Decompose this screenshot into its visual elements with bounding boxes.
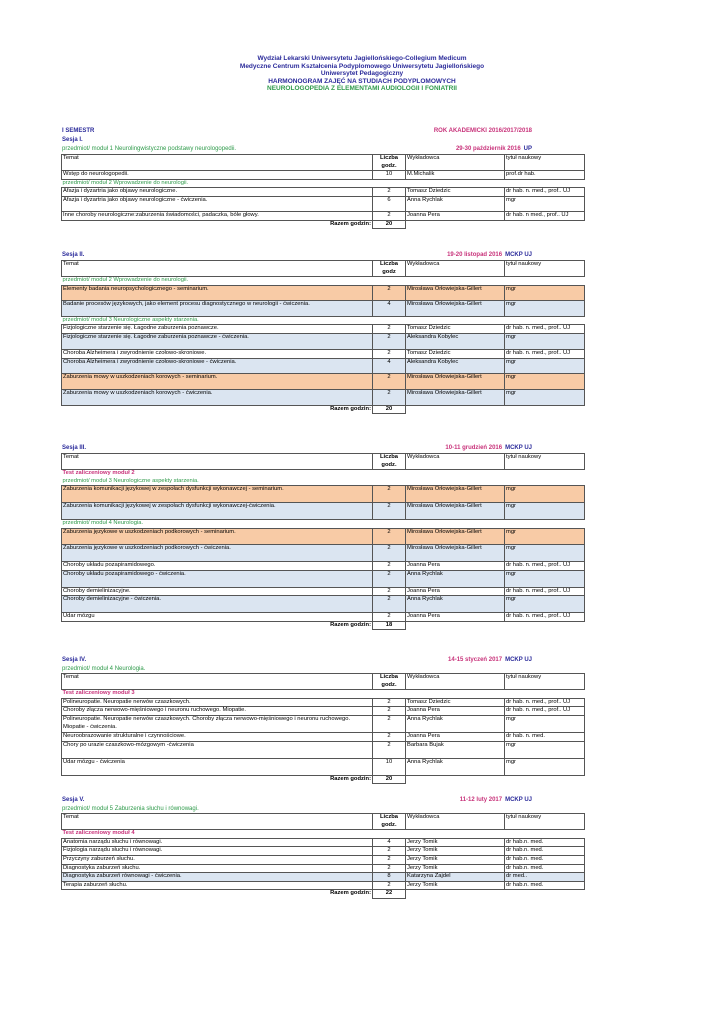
- session-venue: UP: [523, 146, 532, 152]
- table-row: Zaburzenia językowe w uszkodzeniach podkorowych - ćwiczenia. 2 Mirosława Orłowiejska-Gillert mgr: [62, 544, 585, 561]
- table-row: Polineuropatie. Neuropatie nerwów czaszkowych. 2 Tomasz Dziedzic dr hab. n. med., prof.. UJ: [62, 698, 585, 707]
- table-row: Wstęp do neurologopedii. 10 M.Michalik prof.dr hab.: [62, 171, 585, 180]
- table-row: Zaburzenia komunikacji językowej w zespołach dysfunkcji wykonawczej - seminarium. 2 Mirosława Orłowiejska-Gillert mgr: [62, 486, 585, 503]
- table-row: Fizjologiczne starzenie się. Łagodne zaburzenia poznawcze. 2 Tomasz Dziedzic dr hab. n. med., prof.. UJ: [62, 325, 585, 334]
- subject-row: przedmiot/ moduł 2 Wprowadzenie do neurologii.: [62, 179, 189, 186]
- session-date: 14-15 styczeń 2017: [448, 657, 503, 663]
- subject-row: przedmiot/ moduł 2 Wprowadzenie do neurologii.: [62, 277, 189, 284]
- table-row: Afazja i dyzartria jako objawy neurologiczne - ćwiczenia. 6 Anna Rychlak mgr: [62, 196, 585, 211]
- table-row: Choroby układu pozapiramidowego - ćwiczenia. 2 Anna Rychlak mgr: [62, 570, 585, 587]
- session-date: 10-11 grudzień 2016: [445, 445, 503, 451]
- table-row: Badanie procesów językowych, jako element procesu diagnostycznego w neurologii - ćwiczenia. 4 Mirosława Orłowiejska-Gillert mgr: [62, 300, 585, 316]
- session-venue: MCKP UJ: [505, 657, 532, 663]
- subject-row: przedmiot/ moduł 4 Neurologia.: [62, 520, 144, 527]
- table-row: Udar mózgu - ćwiczenia 10 Anna Rychlak mgr: [62, 758, 585, 775]
- session-5-table: [61, 813, 585, 899]
- subject-label: przedmiot/ moduł 4 Neurologia.: [62, 666, 146, 672]
- table-row: Chory po urazie czaszkowo-mózgowym -ćwiczenia 2 Barbara Bujak mgr: [62, 741, 585, 758]
- session-2-table: [61, 260, 585, 414]
- session-4: [61, 656, 584, 784]
- test-row: Test zaliczeniowy moduł 4: [62, 830, 135, 837]
- university-line: Uniwersytet Pedagogiczny: [320, 70, 404, 78]
- col-topic: Temat: [62, 155, 373, 171]
- test-row: Test zaliczeniowy moduł 3: [62, 690, 135, 697]
- subject-label: przedmiot/ moduł 1 Neurolingwistyczne podstawy neurologopedii.: [62, 146, 237, 152]
- session-3-table: [61, 453, 585, 630]
- session-4-table: [61, 673, 585, 784]
- table-row: Zaburzenia mowy w uszkodzeniach korowych - seminarium. 2 Mirosława Orłowiejska-Gillert mgr: [62, 373, 585, 389]
- semester-label: I SEMESTR: [62, 128, 95, 134]
- table-header-row: Temat Liczba godz. Wykładowca tytuł naukowy: [62, 454, 585, 470]
- center-line: Medyczne Centrum Kształcenia Podyplomowego Uniwersytetu Jagiellońskiego: [239, 62, 485, 70]
- table-row: Elementy badania neuropsychologicznego - seminarium. 2 Mirosława Orłowiejska-Gillert mgr: [62, 285, 585, 300]
- document-header: [0, 55, 724, 93]
- session-name: Sesja II.: [62, 252, 85, 258]
- schedule-title: HARMONOGRAM ZAJĘĆ NA STUDIACH PODYPLOMOWYCH: [268, 77, 456, 85]
- session-date: 11-12 luty 2017: [459, 797, 503, 803]
- table-row: Afazja i dyzartria jako objawy neurologiczne. 2 Tomasz Dziedzic dr hab. n. med., prof.. UJ: [62, 188, 585, 197]
- table-row: Udar mózgu 2 Joanna Pera dr hab. n. med., prof.. UJ: [62, 613, 585, 622]
- table-row: Fizjologia narządu słuchu i równowagi. 2 Jerzy Tomik dr hab.n. med.: [62, 847, 585, 856]
- subject-label: przedmiot/ moduł 5 Zaburzenia słuchu i równowagi.: [62, 806, 199, 812]
- total-row: Razem godzin: 18: [62, 621, 585, 630]
- session-2: [61, 251, 584, 414]
- table-row: Zaburzenia mowy w uszkodzeniach korowych - ćwiczenia. 2 Mirosława Orłowiejska-Gillert mgr: [62, 389, 585, 405]
- table-row: Choroby układu pozapiramidowego. 2 Joanna Pera dr hab. n. med., prof.. UJ: [62, 561, 585, 570]
- table-header-row: Temat Liczba godz. Wykładowca tytuł naukowy: [62, 674, 585, 690]
- session-venue: MCKP UJ: [505, 445, 532, 451]
- table-header-row: Temat Liczba godz. Wykładowca tytuł naukowy: [62, 814, 585, 830]
- session-5: [61, 796, 584, 899]
- academic-year: ROK AKADEMICKI 2016/2017/2018: [433, 128, 532, 134]
- total-row: Razem godzin: 20: [62, 775, 585, 784]
- session-date: 19-20 listopad 2016: [447, 252, 503, 258]
- session-3: [61, 444, 584, 630]
- col-lecturer: Wykładowca: [406, 155, 505, 171]
- table-row: Terapia zaburzeń słuchu. 2 Jerzy Tomik dr hab.n. med.: [62, 881, 585, 890]
- table-row: Neuroobrazowanie strukturalne i czynnościowe. 2 Joanna Pera dr hab. n. med.: [62, 732, 585, 741]
- session-name: Sesja III.: [62, 445, 87, 451]
- faculty-line: Wydział Lekarski Uniwersytetu Jagiellońskiego-Collegium Medicum: [257, 55, 467, 62]
- table-row: Choroby demielinizacyjne. 2 Joanna Pera dr hab. n. med., prof.. UJ: [62, 587, 585, 596]
- table-row: Choroba Alzheimera i zwyrodnienie czołowo-skroniowe - ćwiczenia. 4 Aleksandra Kobylec mgr: [62, 358, 585, 373]
- session-venue: MCKP UJ: [505, 252, 532, 258]
- session-date: 29-30 październik 2016: [455, 146, 521, 152]
- total-row: Razem godzin: 20: [62, 220, 585, 229]
- table-row: Przyczyny zaburzeń słuchu. 2 Jerzy Tomik dr hab.n. med.: [62, 855, 585, 864]
- session-1-table: [61, 154, 585, 229]
- table-row: Zaburzenia językowe w uszkodzeniach podkorowych - seminarium. 2 Mirosława Orłowiejska-Gillert mgr: [62, 528, 585, 544]
- session-name: Sesja I.: [62, 137, 83, 143]
- session-name: Sesja IV.: [62, 657, 87, 663]
- table-row: Diagnostyka zaburzeń słuchu. 2 Jerzy Tomik dr hab.n. med.: [62, 864, 585, 873]
- test-row: Test zaliczeniowy moduł 2: [62, 470, 135, 477]
- table-row: Choroby demielinizacyjne - ćwiczenia. 2 Anna Rychlak mgr: [62, 596, 585, 613]
- table-row: Fizjologiczne starzenie się. Łagodne zaburzenia poznawcze - ćwiczenia. 2 Aleksandra Kobylec mgr: [62, 333, 585, 349]
- total-row: Razem godzin: 22: [62, 890, 585, 899]
- col-hours: Liczba godz.: [373, 155, 406, 171]
- table-row: Zaburzenia komunikacji językowej w zespołach dysfunkcji wykonawczej-ćwiczenia. 2 Mirosława Orłowiejska-Gillert mgr: [62, 503, 585, 520]
- session-venue: MCKP UJ: [505, 797, 532, 803]
- total-row: Razem godzin: 20: [62, 405, 585, 414]
- subject-row: przedmiot/ moduł 3 Neurologiczne aspekty starzenia.: [62, 316, 199, 323]
- program-title: NEUROLOGOPEDIA Z ELEMENTAMI AUDIOLOGII I FONIATRII: [267, 85, 457, 93]
- table-row: Choroba Alzheimera i zwyrodnienie czołowo-skroniowe. 2 Tomasz Dziedzic dr hab. n. med., prof.. UJ: [62, 349, 585, 358]
- table-row: Diagnostyka zaburzeń równowagi - ćwiczenia. 8 Katarzyna Zajdel dr med..: [62, 873, 585, 882]
- table-row: Inne choroby neurologiczne:zaburzenia świadomości, padaczka, bóle głowy. 2 Joanna Pera dr hab. n med., prof.. UJ: [62, 211, 585, 220]
- table-row: Anatomia narządu słuchu i równowagi. 4 Jerzy Tomik dr hab.n. med.: [62, 838, 585, 847]
- subject-row: przedmiot/ moduł 3 Neurologiczne aspekty starzenia.: [62, 477, 199, 484]
- session-name: Sesja V.: [62, 797, 85, 803]
- session-1: [61, 127, 584, 229]
- table-header-row: [62, 155, 585, 171]
- table-header-row: Temat Liczba godz Wykładowca tytuł naukowy: [62, 261, 585, 277]
- table-row: Choroby złącza nerwowo-mięśniowego i neuronu ruchowego. Miopatie. 2 Joanna Pera dr hab. n. med., prof.. UJ: [62, 707, 585, 716]
- table-row: Polineuropatie. Neuropatie nerwów czaszkowych. Choroby złącza nerwowo-mięśniowego i neuronu ruchowego. Miopatie - ćwiczenia. 2 Anna Rychlak mgr: [62, 715, 585, 732]
- col-title: tytuł naukowy: [505, 155, 585, 171]
